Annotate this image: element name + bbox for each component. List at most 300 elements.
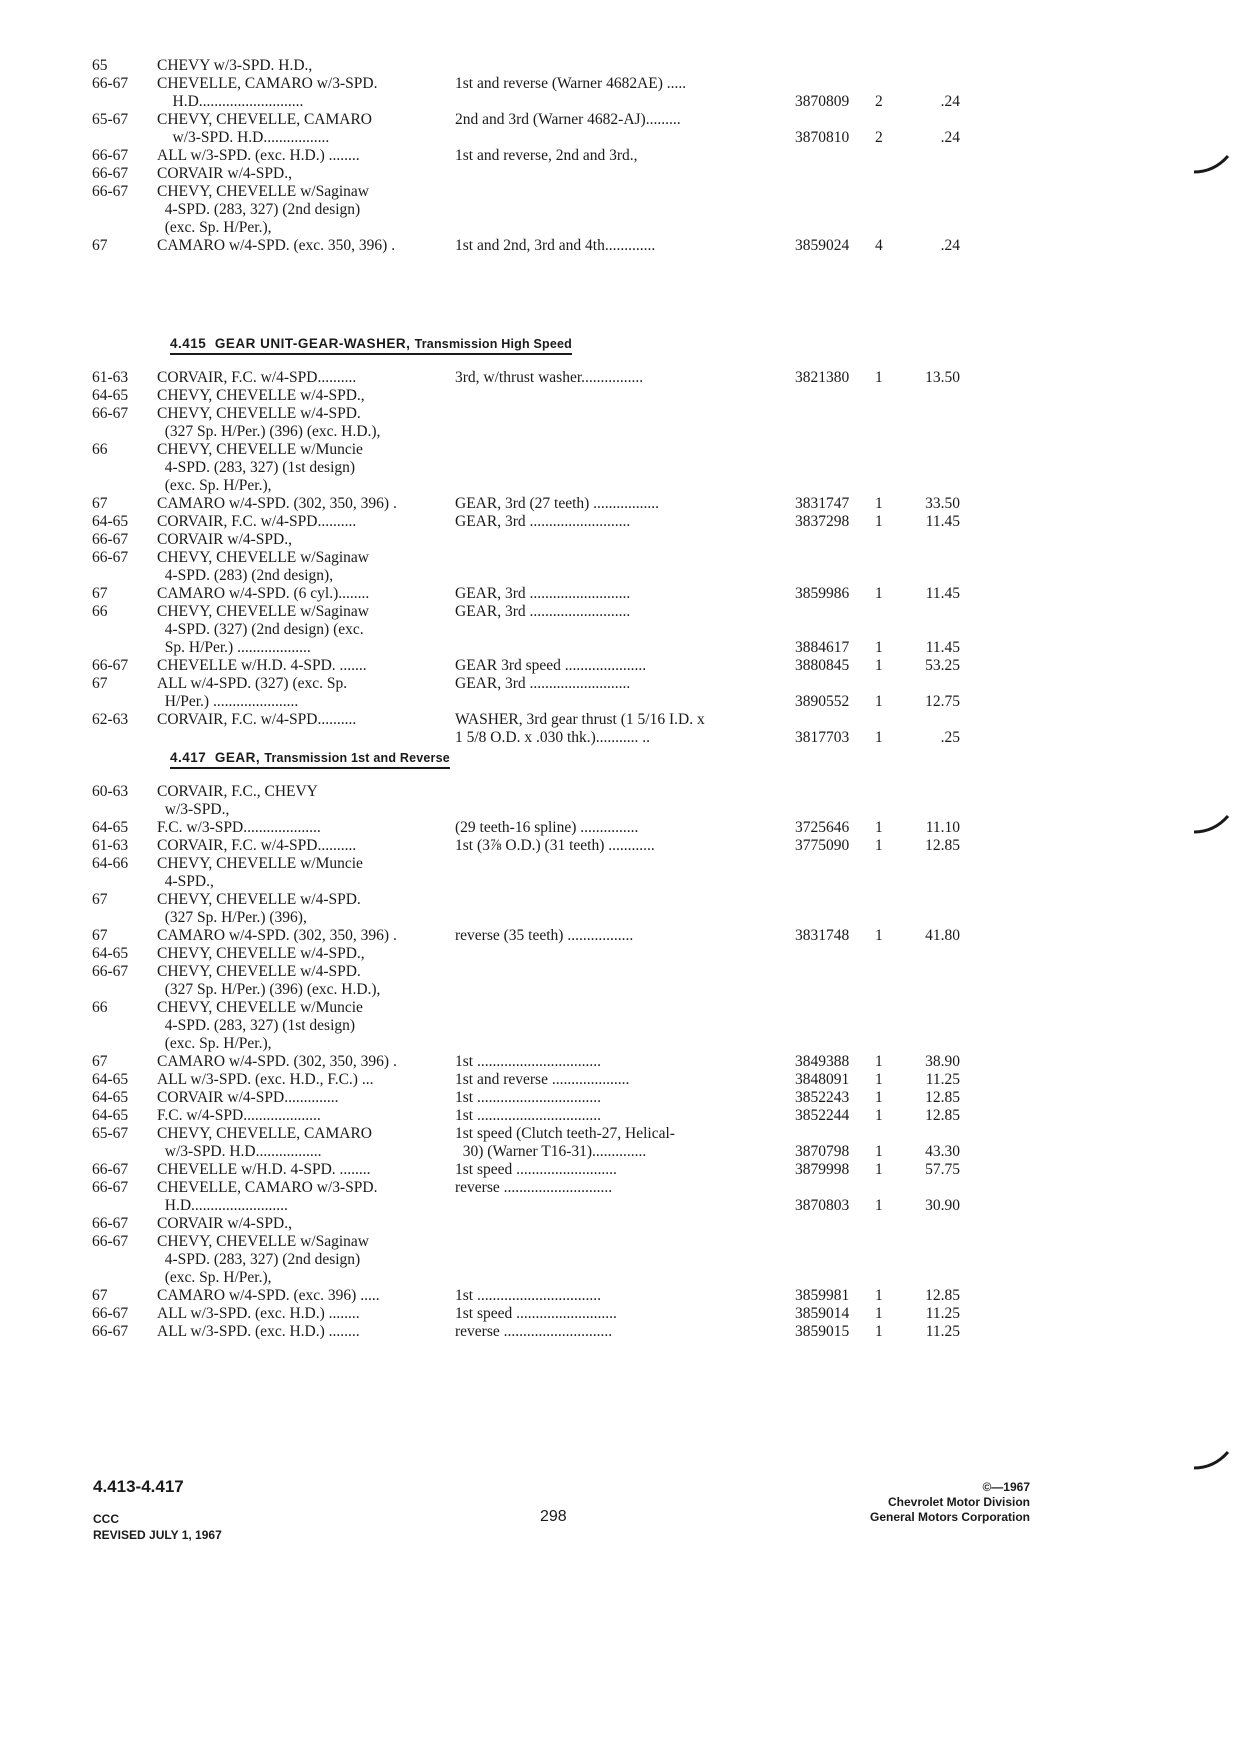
model-year: 67 [92,927,108,944]
application-line: H.D........................... [157,93,304,110]
model-year: 67 [92,1053,108,1070]
table-row [92,963,1012,999]
application-line: ALL w/3-SPD. (exc. H.D., F.C.) ... [157,1071,374,1088]
application-line: CHEVY, CHEVELLE w/4-SPD., [157,387,365,404]
table-row [92,1161,1012,1179]
table-row [92,927,1012,945]
quantity: 1 [875,1197,883,1214]
part-number [795,441,875,477]
model-year: 66-67 [92,1323,129,1340]
footer-corporation: General Motors Corporation [869,1510,1030,1524]
quantity: 1 [875,1305,883,1322]
application [157,1179,455,1215]
table-row [92,513,1012,531]
application-line: CHEVY w/3-SPD. H.D., [157,57,313,74]
application-line: CORVAIR, F.C. w/4-SPD.......... [157,369,357,386]
application [157,999,455,1053]
price [905,891,960,909]
application [157,369,455,387]
application-line: CHEVELLE, CAMARO w/3-SPD. [157,75,378,92]
application-line: Sp. H/Per.) ................... [157,639,311,656]
application-line: CHEVELLE w/H.D. 4-SPD. ........ [157,1161,371,1178]
footer-section-range: 4.413-4.417 [93,1477,184,1496]
table-row [92,1107,1012,1125]
quantity: 1 [875,513,883,530]
price: 12.75 [925,693,960,710]
part-number: 3884617 [795,639,850,656]
part-description [455,369,795,387]
part-description [455,495,795,513]
description-line: GEAR, 3rd .......................... [455,513,631,530]
part-description [455,1287,795,1305]
application-line: w/3-SPD. H.D................. [157,129,330,146]
price: 12.85 [925,1287,960,1304]
application-line: CORVAIR, F.C. w/4-SPD.......... [157,513,357,530]
table-row [92,945,1012,963]
description-line: 1st ................................ [455,1089,601,1106]
quantity: 1 [875,639,883,656]
description-line: GEAR, 3rd .......................... [455,603,631,620]
description-line: 1st and reverse (Warner 4682AE) ..... [455,75,687,92]
part-description [455,111,795,129]
part-number: 3848091 [795,1071,850,1088]
table-row [92,855,1012,891]
quantity: 1 [875,1323,883,1340]
model-year: 66-67 [92,75,129,92]
model-year: 65 [92,57,108,74]
footer-right [870,1480,1030,1525]
price: 33.50 [925,495,960,512]
description-line: 1st and reverse .................... [455,1071,630,1088]
application-line: CHEVELLE w/H.D. 4-SPD. ....... [157,657,367,674]
part-number [795,183,875,219]
price: .24 [940,129,960,146]
application [157,1053,455,1071]
quantity: 1 [875,693,883,710]
application [157,1161,455,1179]
application [157,405,455,441]
application-line: CHEVY, CHEVELLE w/4-SPD. [157,963,361,980]
part-description [455,585,795,603]
description-line: 1st and reverse, 2nd and 3rd., [455,147,638,164]
table-row [92,603,1012,657]
quantity: 1 [875,369,883,386]
price [905,963,960,981]
model-year: 64-65 [92,945,129,962]
section-number: 4.415 [170,336,207,351]
quantity: 1 [875,1161,883,1178]
application [157,75,455,111]
binding-tick-mark [1192,810,1232,840]
part-description [455,1161,795,1179]
application [157,1089,455,1107]
application-line: CHEVY, CHEVELLE w/4-SPD. [157,405,361,422]
table-row [92,783,1012,819]
model-year: 67 [92,585,108,602]
price: 12.85 [925,1089,960,1106]
application-line: 4-SPD. (283) (2nd design), [157,567,334,584]
application [157,1287,455,1305]
quantity [875,441,905,477]
price: .24 [940,93,960,110]
application-line: CORVAIR w/4-SPD., [157,531,292,548]
application-line: 4-SPD. (283, 327) (1st design) [157,459,356,476]
price: 11.25 [925,1071,960,1088]
model-year: 67 [92,495,108,512]
application-line: CORVAIR, F.C. w/4-SPD.......... [157,711,357,728]
part-number: 3859014 [795,1305,850,1322]
application-line: CHEVY, CHEVELLE w/Muncie [157,441,363,458]
application-line: ALL w/3-SPD. (exc. H.D.) ........ [157,1305,360,1322]
model-year: 65-67 [92,111,129,128]
model-year: 61-63 [92,837,129,854]
model-year: 66-67 [92,1179,129,1196]
footer-left [93,1477,222,1543]
part-number [795,891,875,909]
application-line: CORVAIR, F.C., CHEVY [157,783,318,800]
application [157,837,455,855]
application-line: ALL w/4-SPD. (327) (exc. Sp. [157,675,348,692]
application-line: F.C. w/4-SPD.................... [157,1107,321,1124]
part-number: 3831747 [795,495,850,512]
part-number [795,855,875,873]
part-description [455,1125,795,1161]
table-row [92,531,1012,549]
model-year: 67 [92,237,108,254]
section-subtitle: Transmission High Speed [414,337,573,351]
table-row [92,441,1012,495]
table-row [92,1179,1012,1215]
part-number: 3879998 [795,1161,850,1178]
price: 11.45 [925,639,960,656]
part-description [455,657,795,675]
price [905,183,960,219]
description-line: GEAR 3rd speed ..................... [455,657,647,674]
application-line: CHEVY, CHEVELLE w/4-SPD. [157,891,361,908]
model-year: 66 [92,603,108,620]
application-line: 4-SPD. (283, 327) (2nd design) [157,201,361,218]
table-row [92,1323,1012,1341]
part-number: 3817703 [795,729,850,746]
quantity [875,999,905,1035]
quantity [875,1233,905,1269]
model-year: 60-63 [92,783,129,800]
part-description [455,1071,795,1089]
part-description [455,147,795,165]
application-line: CORVAIR, F.C. w/4-SPD.......... [157,837,357,854]
application-line: w/3-SPD., [157,801,230,818]
section-number: 4.417 [170,750,207,765]
description-line: reverse (35 teeth) ................. [455,927,634,944]
model-year: 66-67 [92,147,129,164]
description-line: 1st ................................ [455,1053,601,1070]
part-description [455,927,795,945]
application [157,585,455,603]
application-line: 4-SPD. (283, 327) (1st design) [157,1017,356,1034]
price: .24 [940,237,960,254]
model-year: 67 [92,891,108,908]
description-line: reverse ............................ [455,1179,613,1196]
application [157,1323,455,1341]
page-number: 298 [540,1508,567,1525]
part-number [795,963,875,981]
description-line: GEAR, 3rd (27 teeth) ................. [455,495,660,512]
model-year: 64-65 [92,1107,129,1124]
application-line: CHEVY, CHEVELLE, CAMARO [157,1125,372,1142]
description-line: 3rd, w/thrust washer................ [455,369,644,386]
table-row [92,585,1012,603]
application-line: CHEVY, CHEVELLE w/Muncie [157,999,363,1016]
price: 11.45 [925,585,960,602]
price: 12.85 [925,1107,960,1124]
part-number: 3859024 [795,237,850,254]
part-number: 3890552 [795,693,850,710]
price [905,1233,960,1269]
price: 11.10 [925,819,960,836]
application [157,1071,455,1089]
table-row [92,999,1012,1053]
application-line: (exc. Sp. H/Per.), [157,477,272,494]
model-year: 67 [92,1287,108,1304]
part-number [795,1233,875,1269]
part-description [455,837,795,855]
application [157,891,455,927]
part-description [455,603,795,621]
part-description [455,819,795,837]
quantity [875,891,905,909]
application [157,783,455,819]
application-line: (327 Sp. H/Per.) (396) (exc. H.D.), [157,423,381,440]
part-number [795,999,875,1035]
price: 53.25 [925,657,960,674]
table-row [92,237,1012,255]
quantity [875,405,905,423]
application-line: CAMARO w/4-SPD. (exc. 396) ..... [157,1287,380,1304]
table-row [92,75,1012,111]
application [157,549,455,585]
section-subtitle: Transmission 1st and Reverse [264,751,450,765]
price: 43.30 [925,1143,960,1160]
application [157,495,455,513]
application-line: H.D......................... [157,1197,288,1214]
price [905,549,960,567]
price: 57.75 [925,1161,960,1178]
model-year: 64-65 [92,1071,129,1088]
section-heading [170,750,450,769]
application [157,963,455,999]
application-line: 4-SPD. (283, 327) (2nd design) [157,1251,361,1268]
binding-tick-mark [1192,1446,1232,1476]
model-year: 66-67 [92,549,129,566]
model-year: 64-66 [92,855,129,872]
application-line: CHEVY, CHEVELLE, CAMARO [157,111,372,128]
section-title: GEAR UNIT-GEAR-WASHER, [214,336,411,351]
quantity: 1 [875,1089,883,1106]
part-description [455,75,795,93]
quantity: 4 [875,237,883,254]
quantity: 1 [875,819,883,836]
description-line: 1st speed .......................... [455,1161,617,1178]
model-year: 66-67 [92,1161,129,1178]
model-year: 65-67 [92,1125,129,1142]
part-number: 3852243 [795,1089,850,1106]
table-row [92,1215,1012,1233]
part-description [455,1089,795,1107]
part-description [455,513,795,531]
application [157,531,455,549]
table-row [92,1233,1012,1287]
table-row [92,147,1012,165]
description-line: 30) (Warner T16-31).............. [455,1143,647,1160]
application [157,237,455,255]
part-description [455,1305,795,1323]
model-year: 66-67 [92,183,129,200]
table-row [92,1125,1012,1161]
application-line: CHEVELLE, CAMARO w/3-SPD. [157,1179,378,1196]
part-number: 3880845 [795,657,850,674]
application-line: CHEVY, CHEVELLE w/4-SPD., [157,945,365,962]
section-heading [170,336,572,355]
application-line: (327 Sp. H/Per.) (396) (exc. H.D.), [157,981,381,998]
quantity [875,855,905,873]
quantity: 2 [875,129,883,146]
description-line: reverse ............................ [455,1323,613,1340]
part-number: 3725646 [795,819,850,836]
part-description [455,675,795,693]
model-year: 67 [92,675,108,692]
footer-division: Chevrolet Motor Division [887,1495,1030,1509]
application-line: (exc. Sp. H/Per.), [157,219,272,236]
model-year: 66-67 [92,531,129,548]
quantity: 2 [875,93,883,110]
price [905,441,960,477]
quantity [875,963,905,981]
part-description [455,1179,795,1197]
table-row [92,1287,1012,1305]
part-number [795,549,875,567]
application [157,513,455,531]
application-line: CHEVY, CHEVELLE w/Saginaw [157,1233,369,1250]
model-year: 66 [92,441,108,458]
part-description [455,1107,795,1125]
model-year: 61-63 [92,369,129,386]
application-line: CAMARO w/4-SPD. (302, 350, 396) . [157,1053,397,1070]
application [157,183,455,237]
quantity: 1 [875,837,883,854]
application-line: CORVAIR w/4-SPD.............. [157,1089,339,1106]
table-row [92,657,1012,675]
section-title: GEAR, [214,750,261,765]
application-line: F.C. w/3-SPD.................... [157,819,321,836]
price: 11.25 [925,1323,960,1340]
application-line: ALL w/3-SPD. (exc. H.D.) ........ [157,1323,360,1340]
part-number: 3821380 [795,369,850,386]
description-line: 1st ................................ [455,1287,601,1304]
price [905,855,960,873]
application-line: w/3-SPD. H.D................. [157,1143,322,1160]
model-year: 64-65 [92,819,129,836]
description-line: 1st and 2nd, 3rd and 4th............. [455,237,656,254]
table-row [92,891,1012,927]
table-row [92,405,1012,441]
part-number: 3859015 [795,1323,850,1340]
description-line: 1st (3⅞ O.D.) (31 teeth) ............ [455,837,655,854]
application [157,1125,455,1161]
part-description [455,1053,795,1071]
price: 13.50 [925,369,960,386]
table-row [92,1089,1012,1107]
quantity: 1 [875,1287,883,1304]
section-4-415 [92,314,1012,747]
section-4-417 [92,728,1012,1341]
application-line: ALL w/3-SPD. (exc. H.D.) ........ [157,147,360,164]
part-number: 3849388 [795,1053,850,1070]
price: 11.25 [925,1305,960,1322]
price: .25 [940,729,960,746]
table-row [92,549,1012,585]
price: 41.80 [925,927,960,944]
table-row [92,165,1012,183]
application-line: (327 Sp. H/Per.) (396), [157,909,307,926]
table-row [92,57,1012,75]
part-description [455,237,795,255]
model-year: 66-67 [92,963,129,980]
table-row [92,495,1012,513]
part-number: 3775090 [795,837,850,854]
quantity: 1 [875,1053,883,1070]
part-number: 3859981 [795,1287,850,1304]
price: 38.90 [925,1053,960,1070]
application-line: 4-SPD., [157,873,214,890]
part-number [795,783,875,801]
application [157,111,455,147]
application-line: CAMARO w/4-SPD. (302, 350, 396) . [157,927,397,944]
description-line: WASHER, 3rd gear thrust (1 5/16 I.D. x [455,711,705,728]
application-line: H/Per.) ...................... [157,693,299,710]
price [905,999,960,1035]
application [157,675,455,711]
description-line: 1 5/8 O.D. x .030 thk.)........... .. [455,729,651,746]
footer-copyright: ©—1967 [982,1480,1030,1494]
application-line: CHEVY, CHEVELLE w/Saginaw [157,183,369,200]
table-row [92,675,1012,711]
model-year: 66-67 [92,1233,129,1250]
quantity: 1 [875,729,883,746]
application-line: CORVAIR w/4-SPD., [157,1215,292,1232]
description-line: 1st speed (Clutch teeth-27, Helical- [455,1125,675,1142]
model-year: 66-67 [92,165,129,182]
table-row [92,1305,1012,1323]
table-row [92,183,1012,237]
application-line: (exc. Sp. H/Per.), [157,1035,272,1052]
table-row [92,1053,1012,1071]
binding-tick-mark [1192,150,1232,180]
part-number: 3859986 [795,585,850,602]
description-line: GEAR, 3rd .......................... [455,675,631,692]
application-line: CHEVY, CHEVELLE w/Muncie [157,855,363,872]
part-number: 3837298 [795,513,850,530]
application-line: CHEVY, CHEVELLE w/Saginaw [157,549,369,566]
part-number: 3870798 [795,1143,850,1160]
footer-revised: REVISED JULY 1, 1967 [93,1528,222,1542]
table-row [92,387,1012,405]
application-line: CORVAIR w/4-SPD., [157,165,292,182]
application-line: CAMARO w/4-SPD. (302, 350, 396) . [157,495,397,512]
footer-code: CCC [93,1512,119,1526]
model-year: 62-63 [92,711,129,728]
description-line: (29 teeth-16 spline) ............... [455,819,639,836]
application [157,711,455,729]
